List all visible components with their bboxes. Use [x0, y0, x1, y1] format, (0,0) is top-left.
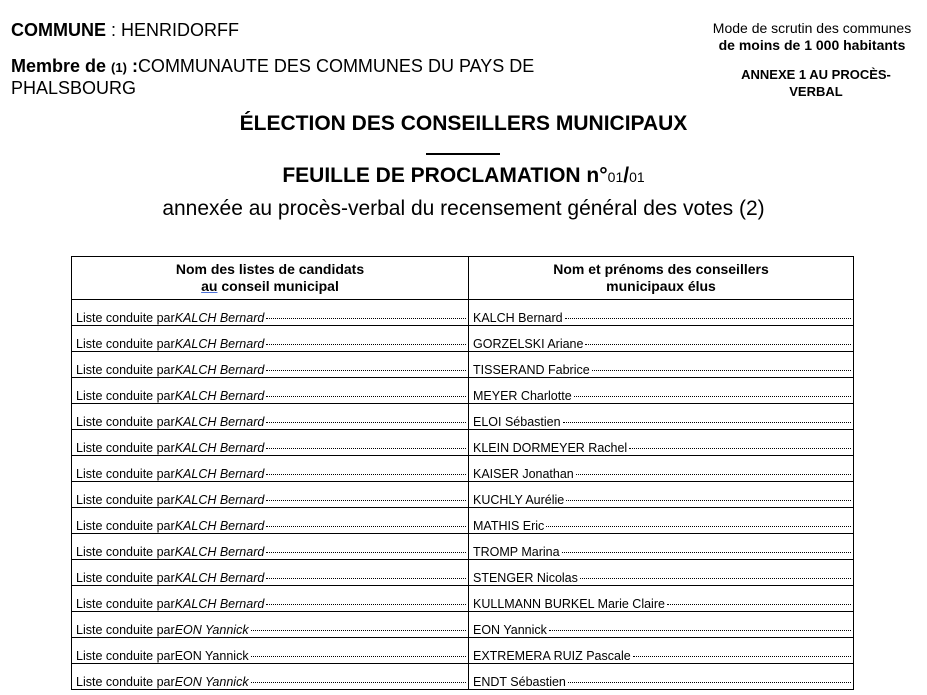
dot-leader [266, 552, 466, 553]
list-head: KALCH Bernard [174, 519, 265, 533]
list-cell [72, 456, 469, 482]
elected-name: TROMP Marina [473, 545, 560, 559]
elected-name: MEYER Charlotte [473, 389, 572, 403]
elected-name: MATHIS Eric [473, 519, 545, 533]
list-cell [72, 638, 469, 664]
dot-leader [562, 552, 851, 553]
dot-leader [266, 604, 466, 605]
list-head: EON Yannick [174, 675, 249, 689]
header-elected [469, 257, 854, 300]
elected-name: ENDT Sébastien [473, 675, 566, 689]
elected-cell [469, 352, 854, 378]
feuille-total: 01 [629, 169, 645, 185]
elected-cell [469, 664, 854, 690]
elected-cell [469, 430, 854, 456]
table-row [72, 508, 854, 534]
list-prefix: Liste conduite par [76, 623, 175, 637]
elected-name: KLEIN DORMEYER Rachel [473, 441, 628, 455]
header-lists [72, 257, 469, 300]
elected-cell [469, 326, 854, 352]
list-head: KALCH Bernard [174, 415, 265, 429]
annexe-label: ANNEXE 1 AU PROCÈS-VERBAL [741, 67, 891, 99]
table-row [72, 404, 854, 430]
list-cell [72, 508, 469, 534]
list-head: KALCH Bernard [174, 545, 265, 559]
list-prefix: Liste conduite par [76, 363, 175, 377]
dot-leader [576, 474, 851, 475]
elected-cell [469, 638, 854, 664]
table-row [72, 560, 854, 586]
list-head: KALCH Bernard [174, 493, 265, 507]
elected-cell [469, 612, 854, 638]
list-head: KALCH Bernard [174, 389, 265, 403]
header-lists-line-2 [72, 278, 468, 295]
list-head: KALCH Bernard [174, 363, 265, 377]
commune-label: COMMUNE [11, 20, 106, 40]
list-cell [72, 300, 469, 326]
mode-scrutin [700, 20, 924, 54]
membre-label: Membre de [11, 56, 107, 76]
title-separator [426, 153, 500, 155]
dot-leader [266, 318, 466, 319]
election-title: ÉLECTION DES CONSEILLERS MUNICIPAUX [239, 112, 688, 135]
feuille-prefix: FEUILLE DE PROCLAMATION n° [282, 164, 608, 187]
proclamation-table [71, 256, 854, 690]
feuille-number: 01 [607, 169, 624, 185]
list-prefix: Liste conduite par [76, 467, 175, 481]
annexee-subtitle: annexée au procès-verbal du recensement général des votes (2) [162, 197, 765, 220]
dot-leader [266, 370, 466, 371]
dot-leader [633, 656, 851, 657]
dot-leader [568, 682, 851, 683]
table-header-row [72, 257, 854, 300]
dot-leader [580, 578, 851, 579]
elected-name: EXTREMERA RUIZ Pascale [473, 649, 631, 663]
table-row [72, 326, 854, 352]
list-head: EON Yannick [174, 649, 249, 663]
elected-cell [469, 508, 854, 534]
mode-line-1: Mode de scrutin des communes [712, 20, 912, 36]
elected-name: STENGER Nicolas [473, 571, 578, 585]
table-body [72, 300, 854, 690]
list-cell [72, 612, 469, 638]
dot-leader [574, 396, 851, 397]
dot-leader [585, 344, 851, 345]
dot-leader [565, 318, 851, 319]
elected-cell [469, 456, 854, 482]
table-row [72, 638, 854, 664]
membre-note: (1) [111, 60, 127, 75]
elected-cell [469, 378, 854, 404]
elected-name: KULLMANN BURKEL Marie Claire [473, 597, 665, 611]
header-elected-line-1: Nom et prénoms des conseillers [553, 261, 769, 277]
dot-leader [266, 448, 466, 449]
elected-cell [469, 404, 854, 430]
feuille-title [0, 164, 927, 188]
list-prefix: Liste conduite par [76, 493, 175, 507]
table-row [72, 664, 854, 690]
header-lists-line-1: Nom des listes de candidats [175, 261, 365, 277]
dot-leader [266, 422, 466, 423]
list-prefix: Liste conduite par [76, 415, 175, 429]
list-prefix: Liste conduite par [76, 441, 175, 455]
list-prefix: Liste conduite par [76, 337, 175, 351]
elected-name: GORZELSKI Ariane [473, 337, 584, 351]
dot-leader [549, 630, 851, 631]
dot-leader [266, 344, 466, 345]
list-prefix: Liste conduite par [76, 545, 175, 559]
table-row [72, 430, 854, 456]
list-cell [72, 378, 469, 404]
table-row [72, 352, 854, 378]
dot-leader [251, 656, 466, 657]
dot-leader [266, 500, 466, 501]
list-prefix: Liste conduite par [76, 675, 175, 689]
list-prefix: Liste conduite par [76, 649, 175, 663]
mode-line-2: de moins de 1 000 habitants [718, 37, 906, 53]
list-head: KALCH Bernard [174, 441, 265, 455]
list-prefix: Liste conduite par [76, 571, 175, 585]
elected-cell [469, 482, 854, 508]
list-head: KALCH Bernard [174, 571, 265, 585]
elected-name: ELOI Sébastien [473, 415, 561, 429]
feuille-slash: / [623, 164, 630, 187]
elected-cell [469, 560, 854, 586]
list-cell [72, 404, 469, 430]
list-cell [72, 534, 469, 560]
list-prefix: Liste conduite par [76, 519, 175, 533]
elected-cell [469, 534, 854, 560]
elected-cell [469, 586, 854, 612]
dot-leader [629, 448, 851, 449]
elected-name: KUCHLY Aurélie [473, 493, 565, 507]
elected-name: KAISER Jonathan [473, 467, 574, 481]
dot-leader [563, 422, 851, 423]
list-head: KALCH Bernard [174, 467, 265, 481]
table-row [72, 482, 854, 508]
table-row [72, 534, 854, 560]
table-row [72, 300, 854, 326]
membre-value: COMMUNAUTE DES COMMUNES DU PAYS DE PHALSBOURG [11, 56, 535, 98]
dot-leader [592, 370, 851, 371]
dot-leader [667, 604, 851, 605]
list-prefix: Liste conduite par [76, 389, 175, 403]
table-row [72, 378, 854, 404]
dot-leader [251, 630, 466, 631]
commune-line [11, 20, 239, 41]
table-row [72, 456, 854, 482]
list-head: KALCH Bernard [174, 337, 265, 351]
list-head: KALCH Bernard [174, 311, 265, 325]
membre-colon: : [126, 56, 138, 76]
dot-leader [546, 526, 851, 527]
list-cell [72, 482, 469, 508]
dot-leader [266, 578, 466, 579]
list-head: KALCH Bernard [174, 597, 265, 611]
dot-leader [251, 682, 466, 683]
dot-leader [266, 526, 466, 527]
list-head: EON Yannick [174, 623, 249, 637]
dot-leader [266, 396, 466, 397]
header-lists-rest: conseil municipal [217, 278, 339, 294]
list-cell [72, 664, 469, 690]
elected-name: KALCH Bernard [473, 311, 563, 325]
list-cell [72, 560, 469, 586]
table-row [72, 586, 854, 612]
elected-cell [469, 300, 854, 326]
list-cell [72, 326, 469, 352]
list-prefix: Liste conduite par [76, 311, 175, 325]
table-row [72, 612, 854, 638]
elected-name: EON Yannick [473, 623, 547, 637]
commune-separator: : [106, 20, 122, 40]
header-lists-au: au [201, 278, 218, 294]
dot-leader [266, 474, 466, 475]
list-prefix: Liste conduite par [76, 597, 175, 611]
list-cell [72, 430, 469, 456]
membre-line [11, 56, 611, 99]
commune-name: HENRIDORFF [121, 20, 240, 40]
list-cell [72, 586, 469, 612]
header-elected-line-2: municipaux élus [606, 278, 716, 294]
dot-leader [566, 500, 851, 501]
elected-name: TISSERAND Fabrice [473, 363, 590, 377]
list-cell [72, 352, 469, 378]
